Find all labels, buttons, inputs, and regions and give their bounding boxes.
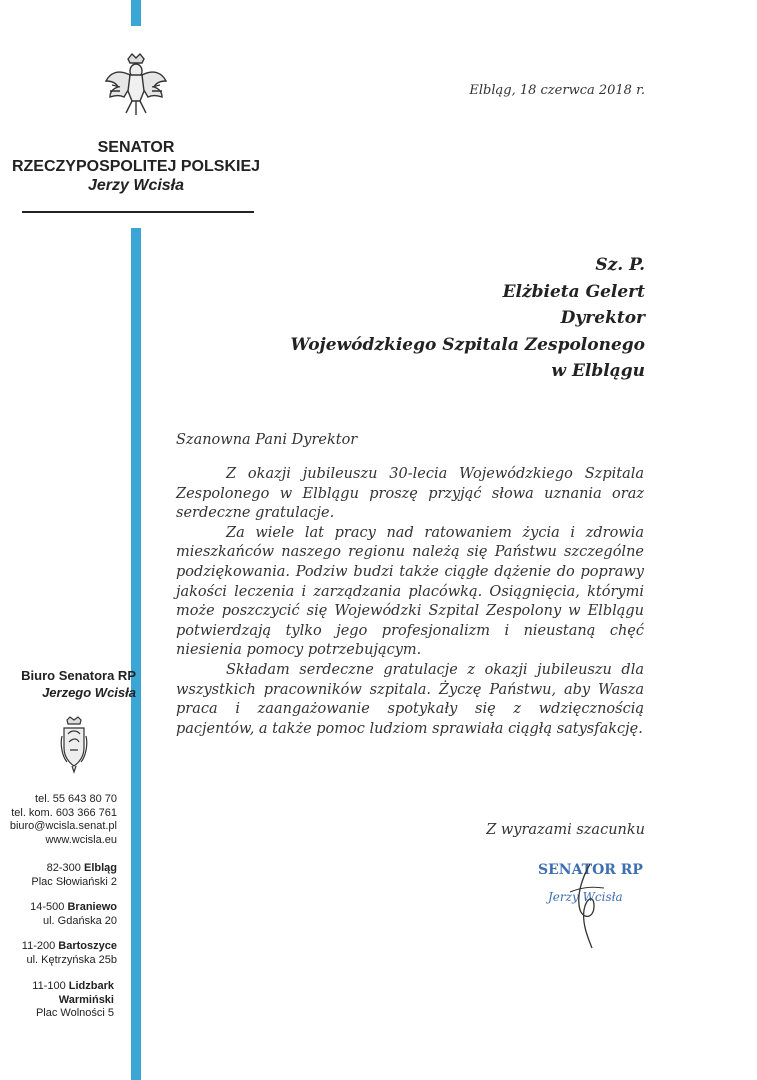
office-city: Braniewo	[67, 901, 117, 913]
addressee-position: Dyrektor	[560, 308, 645, 328]
office-address	[0, 901, 117, 928]
stamp-name: Jerzy Wcisła	[548, 890, 623, 904]
body-paragraph: Za wiele lat pracy nad ratowaniem życia i zdrowia mieszkańców naszego regionu należą się Państwu szczególne podziękowania. Podziw budzi także ciągłe dążenie do poprawy jakości leczenia i zarządzania placówką. Osiągnięcia, którymi może poszczycić się Wojewódzki Szpital Zespolony w Elblągu potwierdzają tylko jego profesjonalizm i nieustaną chęć niesienia pomocy potrzebującym.	[176, 524, 644, 659]
addressee-city: w Elblągu	[551, 361, 645, 381]
addressee-name: Elżbieta Gelert	[502, 281, 645, 302]
office-address	[0, 940, 117, 967]
mobile-phone: tel. kom. 603 366 761	[11, 806, 117, 819]
salutation: Szanowna Pani Dyrektor	[176, 432, 358, 448]
polish-eagle-emblem-icon	[104, 51, 168, 117]
office-address	[0, 980, 114, 1021]
letter-date: Elbląg, 18 czerwca 2018 r.	[469, 83, 645, 98]
addressee-prefix: Sz. P.	[595, 255, 645, 275]
body-paragraph: Składam serdeczne gratulacje z okazji jubileuszu dla wszystkich pracowników szpitala. Życzę Państwu, aby Wasza praca i zaangażowanie spotykały się z wdzięcznością pacjentów, a także pomoc ludziom sprawiała ciągłą satysfakcję.	[176, 661, 644, 737]
office-street: ul. Kętrzyńska 25b	[26, 953, 117, 966]
office-address	[0, 862, 117, 889]
letter-body	[176, 465, 644, 739]
office-header	[0, 667, 136, 701]
addressee-institution: Wojewódzkiego Szpitala Zespolonego	[290, 334, 645, 355]
office-postal: 82-300	[46, 862, 81, 874]
sender-title-line1: SENATOR	[97, 139, 175, 156]
sender-header	[0, 138, 272, 195]
phone: tel. 55 643 80 70	[35, 793, 117, 805]
email: biuro@wcisla.senat.pl	[9, 820, 117, 832]
sender-name: Jerzy Wcisła	[87, 177, 185, 194]
office-street: Plac Wolności 5	[35, 1007, 114, 1019]
office-city: Elbląg	[83, 862, 117, 874]
side-accent-bar	[131, 228, 141, 1080]
elblag-coat-of-arms-icon	[59, 716, 89, 774]
office-street: ul. Gdańska 20	[43, 914, 117, 927]
top-accent-bar	[131, 0, 141, 26]
office-postal: 14-500	[30, 901, 65, 913]
office-city: Bartoszyce	[58, 940, 117, 952]
website: www.wcisla.eu	[45, 833, 117, 846]
office-name: Jerzego Wcisła	[42, 685, 136, 700]
handwritten-signature-icon	[560, 858, 620, 954]
office-postal: 11-100	[32, 980, 66, 992]
addressee-block	[291, 252, 645, 385]
contact-details	[0, 793, 117, 847]
sender-title-line2: RZECZYPOSPOLITEJ POLSKIEJ	[11, 158, 261, 175]
office-street: Plac Słowiański 2	[31, 875, 117, 888]
closing-phrase: Z wyrazami szacunku	[486, 822, 645, 838]
office-city: Lidzbark Warmiński	[58, 980, 114, 1006]
office-title: Biuro Senatora RP	[21, 668, 136, 683]
header-divider	[22, 211, 254, 213]
office-postal: 11-200	[21, 940, 56, 952]
body-paragraph: Z okazji jubileuszu 30-lecia Wojewódzkiego Szpitala Zespolonego w Elblągu proszę przyjąć słowa uznania oraz serdeczne gratulacje.	[176, 466, 644, 522]
stamp-title: SENATOR RP	[538, 862, 643, 878]
